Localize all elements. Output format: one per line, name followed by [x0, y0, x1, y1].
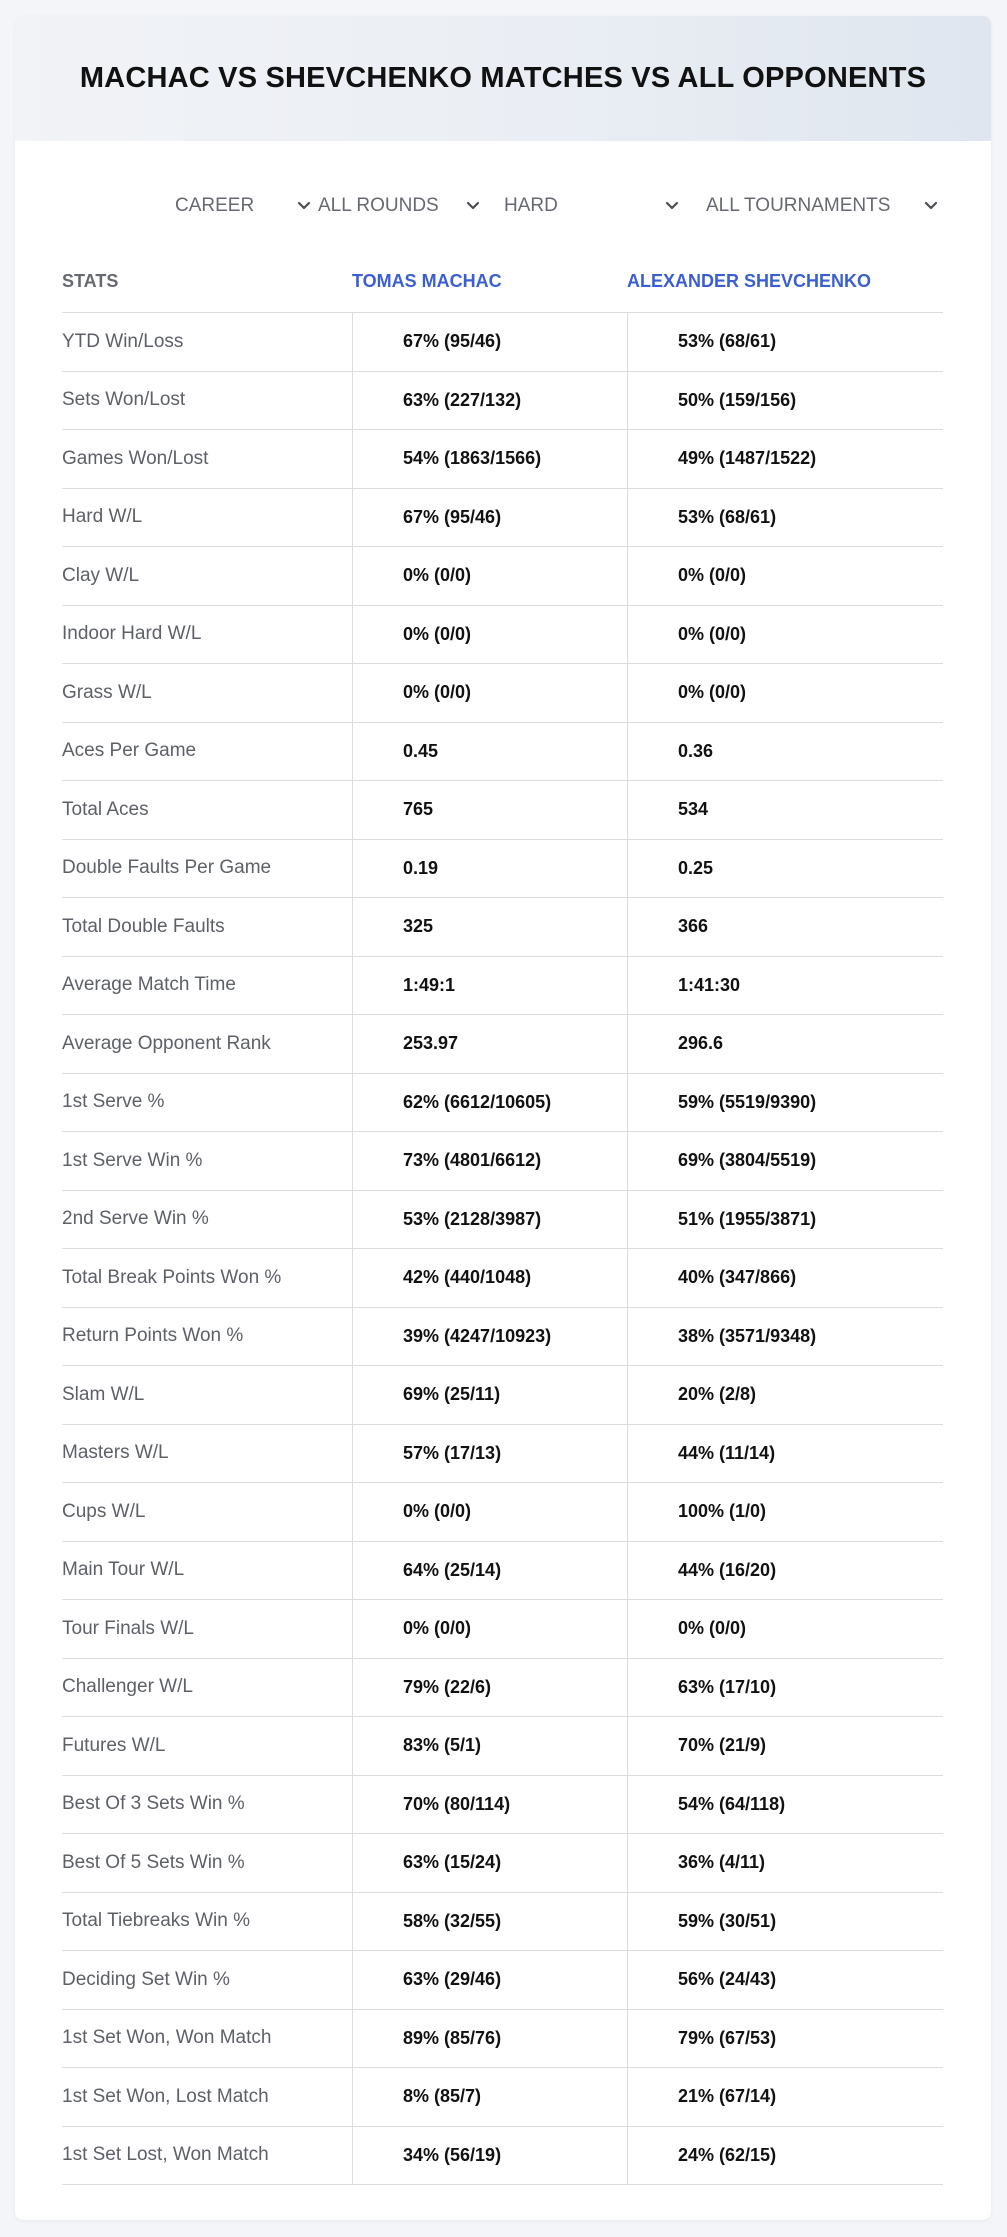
- stat-label: Slam W/L: [62, 1383, 145, 1405]
- period-select[interactable]: [175, 186, 313, 226]
- player1-stat-value: 34% (56/19): [352, 2127, 627, 2185]
- player1-stat-value: 83% (5/1): [352, 1717, 627, 1775]
- card-header: [15, 16, 991, 141]
- player1-stat-value: 73% (4801/6612): [352, 1132, 627, 1190]
- player2-stat-value: 56% (24/43): [627, 1951, 943, 2009]
- stat-label: 1st Set Won, Lost Match: [62, 2085, 269, 2107]
- stat-label: Total Aces: [62, 798, 149, 820]
- tournaments-select[interactable]: [706, 186, 940, 226]
- table-row: [62, 2068, 943, 2127]
- stat-label: Aces Per Game: [62, 740, 197, 762]
- player2-stat-value: 59% (5519/9390): [627, 1074, 943, 1132]
- table-row: [62, 547, 943, 606]
- player2-stat-value: 21% (67/14): [627, 2068, 943, 2126]
- table-row: [62, 1015, 943, 1074]
- stat-label: Clay W/L: [62, 564, 140, 586]
- player1-stat-value: 63% (227/132): [352, 372, 627, 430]
- table-row: [62, 1893, 943, 1952]
- tournaments-select-value: ALL TOURNAMENTS: [706, 195, 891, 216]
- player2-stat-value: 38% (3571/9348): [627, 1308, 943, 1366]
- player2-stat-value: 24% (62/15): [627, 2127, 943, 2185]
- player1-stat-value: 63% (15/24): [352, 1834, 627, 1892]
- rounds-select-value: ALL ROUNDS: [318, 195, 439, 216]
- filter-bar: [15, 186, 991, 256]
- stat-label: Indoor Hard W/L: [62, 623, 202, 645]
- table-row: [62, 1659, 943, 1718]
- table-row: [62, 1483, 943, 1542]
- player1-stat-value: 67% (95/46): [352, 313, 627, 371]
- player2-stat-value: 50% (159/156): [627, 372, 943, 430]
- table-row: [62, 2127, 943, 2186]
- player1-stat-value: 0% (0/0): [352, 606, 627, 664]
- rounds-select[interactable]: [318, 186, 482, 226]
- table-row: [62, 372, 943, 431]
- player1-stat-value: 0.45: [352, 723, 627, 781]
- player2-stat-value: 0% (0/0): [627, 547, 943, 605]
- player1-stat-value: 70% (80/114): [352, 1776, 627, 1834]
- stat-label: Double Faults Per Game: [62, 857, 272, 879]
- player2-stat-value: 0.36: [627, 723, 943, 781]
- table-row: [62, 898, 943, 957]
- stat-label: Average Match Time: [62, 974, 236, 996]
- table-body: [62, 313, 943, 2185]
- player1-stat-value: 765: [352, 781, 627, 839]
- surface-select-value: HARD: [504, 195, 558, 216]
- stat-label: 1st Set Won, Won Match: [62, 2027, 272, 2049]
- table-row: [62, 1425, 943, 1484]
- stat-label: Deciding Set Win %: [62, 1968, 230, 1990]
- chevron-down-icon: [663, 197, 681, 215]
- player1-stat-value: 8% (85/7): [352, 2068, 627, 2126]
- table-row: [62, 1776, 943, 1835]
- player2-stat-value: 100% (1/0): [627, 1483, 943, 1541]
- player2-stat-value: 70% (21/9): [627, 1717, 943, 1775]
- stat-label: Grass W/L: [62, 681, 152, 703]
- player2-stat-value: 51% (1955/3871): [627, 1191, 943, 1249]
- player2-stat-value: 534: [627, 781, 943, 839]
- player1-stat-value: 42% (440/1048): [352, 1249, 627, 1307]
- player1-stat-value: 0% (0/0): [352, 547, 627, 605]
- chevron-down-icon: [464, 197, 482, 215]
- table-row: [62, 1600, 943, 1659]
- stats-table: [62, 251, 943, 2185]
- table-row: [62, 1249, 943, 1308]
- table-row: [62, 957, 943, 1016]
- player1-stat-value: 1:49:1: [352, 957, 627, 1015]
- player1-stat-value: 39% (4247/10923): [352, 1308, 627, 1366]
- player1-stat-value: 53% (2128/3987): [352, 1191, 627, 1249]
- player2-stat-value: 40% (347/866): [627, 1249, 943, 1307]
- stat-label: Return Points Won %: [62, 1325, 244, 1347]
- table-row: [62, 840, 943, 899]
- table-row: [62, 664, 943, 723]
- player2-column-header[interactable]: ALEXANDER SHEVCHENKO: [627, 271, 872, 291]
- stat-label: Futures W/L: [62, 1734, 166, 1756]
- table-row: [62, 1191, 943, 1250]
- player2-stat-value: 0.25: [627, 840, 943, 898]
- stats-card: [15, 16, 991, 2220]
- stat-label: Total Break Points Won %: [62, 1266, 282, 1288]
- player1-stat-value: 79% (22/6): [352, 1659, 627, 1717]
- player2-stat-value: 44% (11/14): [627, 1425, 943, 1483]
- player1-stat-value: 0% (0/0): [352, 664, 627, 722]
- player2-stat-value: 36% (4/11): [627, 1834, 943, 1892]
- player1-stat-value: 69% (25/11): [352, 1366, 627, 1424]
- table-row: [62, 1542, 943, 1601]
- player1-stat-value: 89% (85/76): [352, 2010, 627, 2068]
- stat-label: Main Tour W/L: [62, 1559, 185, 1581]
- player1-stat-value: 54% (1863/1566): [352, 430, 627, 488]
- player2-stat-value: 63% (17/10): [627, 1659, 943, 1717]
- player2-stat-value: 0% (0/0): [627, 1600, 943, 1658]
- stat-label: Games Won/Lost: [62, 447, 209, 469]
- player1-stat-value: 57% (17/13): [352, 1425, 627, 1483]
- player2-stat-value: 59% (30/51): [627, 1893, 943, 1951]
- table-row: [62, 313, 943, 372]
- table-row: [62, 1834, 943, 1893]
- player2-stat-value: 296.6: [627, 1015, 943, 1073]
- page-title: MACHAC VS SHEVCHENKO MATCHES VS ALL OPPONENTS: [79, 62, 927, 94]
- stat-label: Tour Finals W/L: [62, 1617, 194, 1639]
- stat-label: Sets Won/Lost: [62, 389, 186, 411]
- player1-stat-value: 0.19: [352, 840, 627, 898]
- player1-stat-value: 0% (0/0): [352, 1483, 627, 1541]
- table-row: [62, 489, 943, 548]
- chevron-down-icon: [295, 197, 313, 215]
- table-row: [62, 1074, 943, 1133]
- stat-label: 1st Serve Win %: [62, 1149, 203, 1171]
- player2-stat-value: 53% (68/61): [627, 313, 943, 371]
- table-row: [62, 2010, 943, 2069]
- table-row: [62, 1717, 943, 1776]
- player2-stat-value: 0% (0/0): [627, 606, 943, 664]
- table-row: [62, 1132, 943, 1191]
- table-row: [62, 1951, 943, 2010]
- stat-label: Cups W/L: [62, 1500, 146, 1522]
- player2-stat-value: 44% (16/20): [627, 1542, 943, 1600]
- stat-label: Total Double Faults: [62, 915, 225, 937]
- stat-label: Average Opponent Rank: [62, 1032, 271, 1054]
- period-select-value: CAREER: [175, 195, 255, 216]
- chevron-down-icon: [922, 197, 940, 215]
- stat-label: Best Of 3 Sets Win %: [62, 1793, 245, 1815]
- player2-stat-value: 54% (64/118): [627, 1776, 943, 1834]
- stat-label: 1st Serve %: [62, 1091, 165, 1113]
- player2-stat-value: 49% (1487/1522): [627, 430, 943, 488]
- table-row: [62, 1308, 943, 1367]
- player2-stat-value: 20% (2/8): [627, 1366, 943, 1424]
- stat-label: Best Of 5 Sets Win %: [62, 1851, 245, 1873]
- player1-stat-value: 253.97: [352, 1015, 627, 1073]
- player2-stat-value: 53% (68/61): [627, 489, 943, 547]
- table-header: [62, 251, 943, 313]
- player1-stat-value: 64% (25/14): [352, 1542, 627, 1600]
- player2-stat-value: 69% (3804/5519): [627, 1132, 943, 1190]
- player1-stat-value: 325: [352, 898, 627, 956]
- player2-stat-value: 0% (0/0): [627, 664, 943, 722]
- stat-label: Hard W/L: [62, 506, 143, 528]
- table-row: [62, 781, 943, 840]
- stat-label: Challenger W/L: [62, 1676, 193, 1698]
- stat-label: YTD Win/Loss: [62, 330, 184, 352]
- player1-stat-value: 67% (95/46): [352, 489, 627, 547]
- player1-stat-value: 58% (32/55): [352, 1893, 627, 1951]
- table-row: [62, 723, 943, 782]
- stats-column-header: STATS: [62, 271, 119, 291]
- stat-label: Masters W/L: [62, 1442, 169, 1464]
- player2-stat-value: 79% (67/53): [627, 2010, 943, 2068]
- player1-stat-value: 63% (29/46): [352, 1951, 627, 2009]
- stat-label: Total Tiebreaks Win %: [62, 1910, 250, 1932]
- player1-stat-value: 62% (6612/10605): [352, 1074, 627, 1132]
- player2-stat-value: 366: [627, 898, 943, 956]
- player2-stat-value: 1:41:30: [627, 957, 943, 1015]
- stat-label: 2nd Serve Win %: [62, 1208, 209, 1230]
- table-row: [62, 430, 943, 489]
- stat-label: 1st Set Lost, Won Match: [62, 2144, 269, 2166]
- table-row: [62, 606, 943, 665]
- table-row: [62, 1366, 943, 1425]
- player1-column-header[interactable]: TOMAS MACHAC: [352, 271, 502, 291]
- player1-stat-value: 0% (0/0): [352, 1600, 627, 1658]
- surface-select[interactable]: [504, 186, 681, 226]
